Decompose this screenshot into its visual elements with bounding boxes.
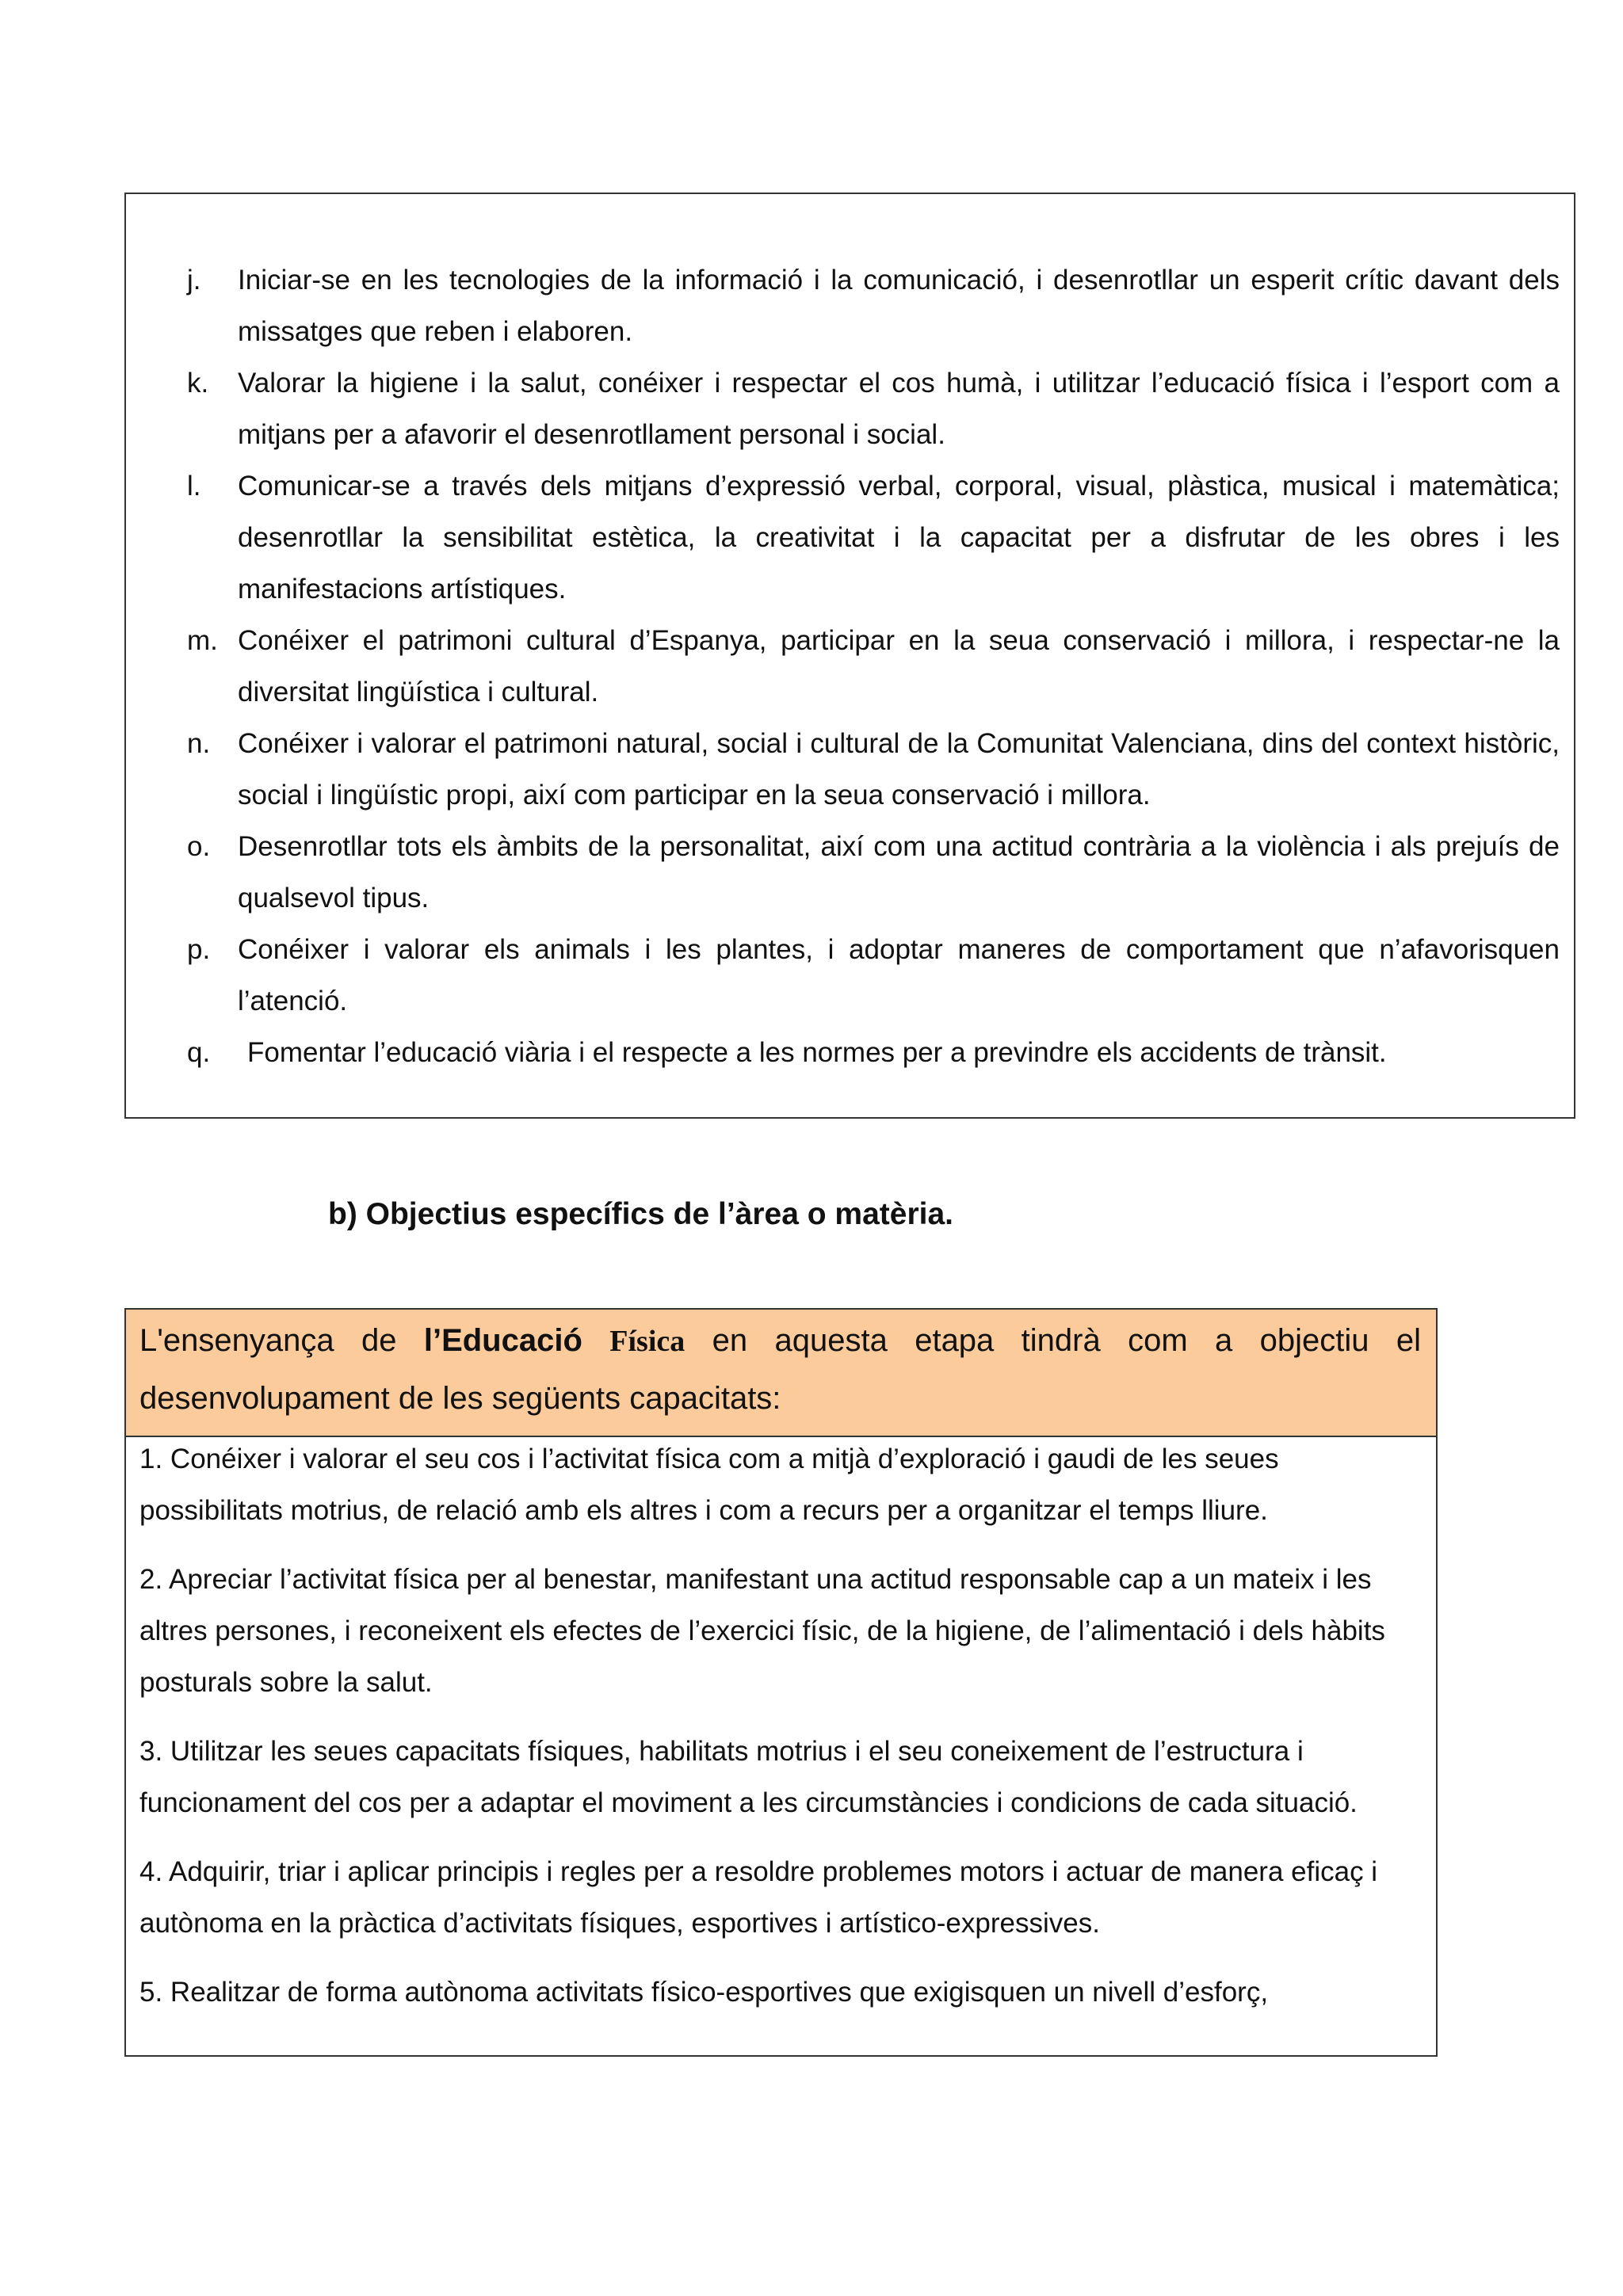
objective-letter: j.: [187, 265, 201, 296]
objective-letter: n.: [187, 728, 211, 759]
objective-letter: k.: [187, 368, 209, 399]
objective-item-j: [187, 254, 1560, 357]
specific-objectives-box: [124, 1308, 1438, 2057]
objective-text: Conéixer i valorar el patrimoni natural, social i cultural de la Comunitat Valenciana, dins del context històric, social i lingüístic propi, així com participar en la seua conservació i millora.: [238, 728, 1560, 810]
capacity-item-5: 5. Realitzar de forma autònoma activitats físico-esportives que exigisquen un nivell d’esforç,: [139, 1977, 1269, 2008]
objective-item-n: [187, 718, 1560, 821]
objective-item-m: [187, 615, 1560, 718]
header-intro-text: L'ensenyança de: [139, 1323, 424, 1358]
subject-name-part2: Física: [609, 1325, 685, 1358]
specific-objectives-header: [126, 1310, 1436, 1437]
objective-text: Fomentar l’educació viària i el respecte a les normes per a previndre els accidents de trànsit.: [247, 1037, 1387, 1068]
objective-text: Conéixer el patrimoni cultural d’Espanya, participar en la seua conservació i millora, i respectar-ne la diversitat lingüística i cultural.: [238, 625, 1560, 707]
capacity-item-3: 3. Utilitzar les seues capacitats físiques, habilitats motrius i el seu coneixement de l’estructura i funcionament del cos per a adaptar el moviment a les circumstàncies i condicions de cada situació.: [139, 1736, 1358, 1818]
objective-letter: q.: [187, 1037, 211, 1068]
capacity-item-4: 4. Adquirir, triar i aplicar principis i regles per a resoldre problemes motors i actuar de manera eficaç i autònoma en la pràctica d’activitats físiques, esportives i artístico-expressives.: [139, 1856, 1378, 1939]
objective-item-p: [187, 924, 1560, 1027]
objective-item-o: [187, 821, 1560, 924]
objective-text: Valorar la higiene i la salut, conéixer i respectar el cos humà, i utilitzar l’educació física i l’esport com a mitjans per a afavorir el desenrotllament personal i social.: [238, 368, 1560, 450]
capacities-list: [126, 1433, 1436, 2018]
objective-text: Desenrotllar tots els àmbits de la personalitat, així com una actitud contrària a la violència i als prejuís de qualsevol tipus.: [238, 831, 1560, 913]
objective-item-q: [187, 1027, 1560, 1078]
objective-letter: o.: [187, 831, 211, 862]
objective-letter: p.: [187, 934, 211, 965]
subject-name-part1: l’Educació: [423, 1323, 610, 1358]
header-outro-text: en aquesta etapa tindrà com a objectiu el desenvolupament de les següents capacitats:: [139, 1323, 1422, 1416]
capacity-item-2: 2. Apreciar l’activitat física per al benestar, manifestant una actitud responsable cap a un mateix i les altres persones, i reconeixent els efectes de l’exercici físic, de la higiene, de l’alimentació i dels hàbits posturals sobre la salut.: [139, 1564, 1385, 1698]
objective-item-k: [187, 357, 1560, 460]
objective-text: Conéixer i valorar els animals i les plantes, i adoptar maneres de comportament que n’afavorisquen l’atenció.: [238, 934, 1560, 1016]
objective-text: Comunicar-se a través dels mitjans d’expressió verbal, corporal, visual, plàstica, musical i matemàtica; desenrotllar la sensibilitat estètica, la creativitat i la capacitat per a disfrutar de les obres i les manifestacions artístiques.: [238, 471, 1560, 605]
section-b-heading: b) Objectius específics de l’àrea o matèria.: [328, 1197, 953, 1231]
capacity-item-1: 1. Conéixer i valorar el seu cos i l’activitat física com a mitjà d’exploració i gaudi de les seues possibilitats motrius, de relació amb els altres i com a recurs per a organitzar el temps lliure.: [139, 1444, 1279, 1526]
objective-text: Iniciar-se en les tecnologies de la informació i la comunicació, i desenrotllar un esperit crític davant dels missatges que reben i elaboren.: [238, 265, 1560, 347]
objective-letter: l.: [187, 471, 201, 502]
general-objectives-list: [187, 254, 1560, 1078]
objective-item-l: [187, 460, 1560, 615]
objective-letter: m.: [187, 625, 218, 656]
